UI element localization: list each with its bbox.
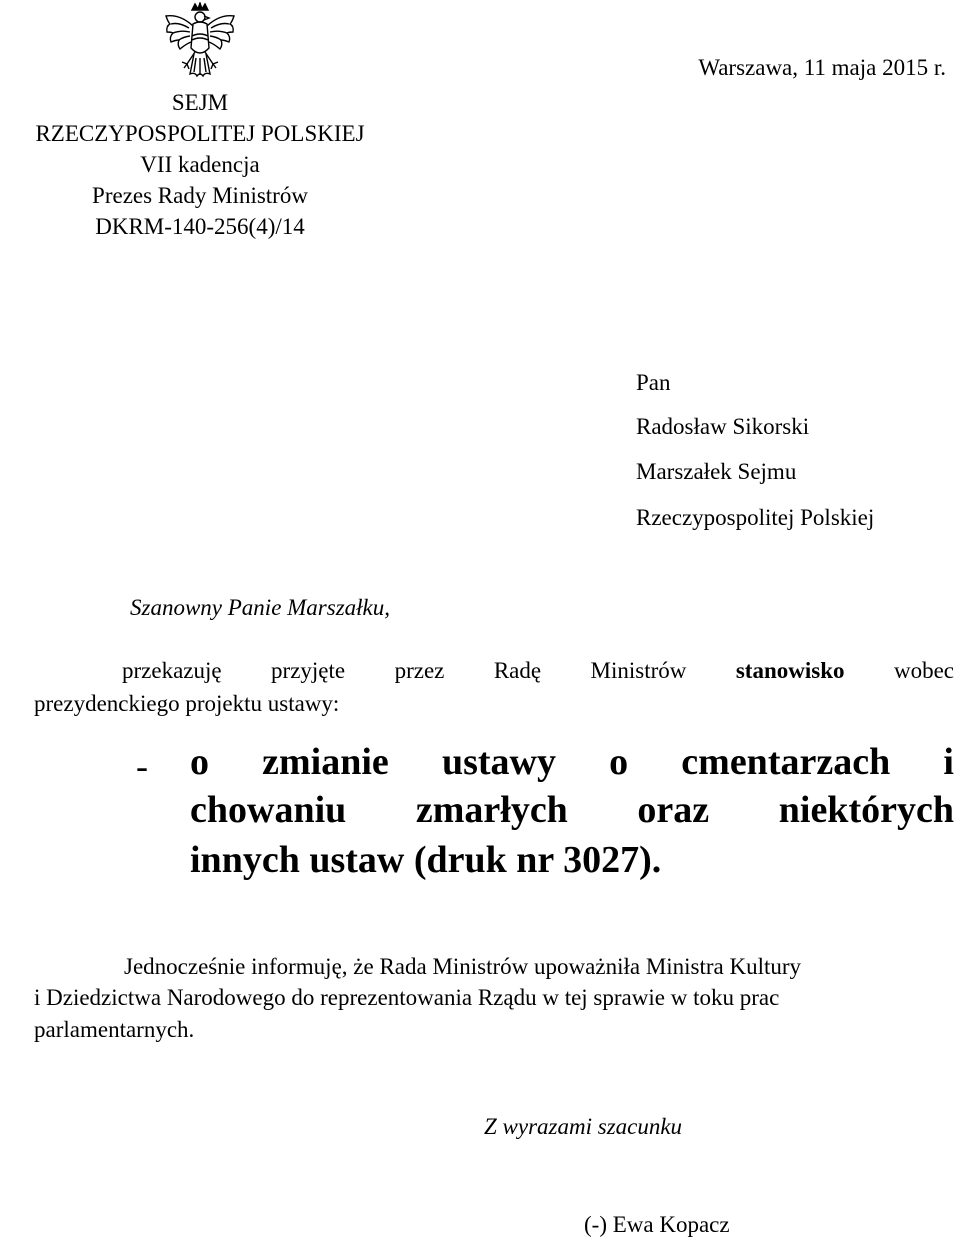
bill-word: ustawy	[441, 741, 556, 783]
header-rzeczypospolitej: RZECZYPOSPOLITEJ POLSKIEJ	[35, 121, 365, 146]
date-line: Warszawa, 11 maja 2015 r.	[698, 55, 946, 80]
addressee-name: Radosław Sikorski	[636, 414, 810, 439]
header-kadencja: VII kadencja	[140, 152, 260, 177]
paragraph1-word: przez	[394, 658, 445, 683]
paragraph2-line1: Jednocześnie informuję, że Rada Ministrów upoważniła Ministra Kultury	[124, 954, 802, 979]
paragraph1-line1	[34, 657, 954, 685]
bill-word: zmianie	[262, 741, 389, 783]
paragraph2-line2: i Dziedzictwa Narodowego do reprezentowania Rządu w tej sprawie w toku prac	[34, 985, 780, 1010]
addressee-institution: Rzeczypospolitej Polskiej	[636, 505, 875, 530]
addressee-position: Marszałek Sejmu	[636, 459, 797, 484]
paragraph1-word: Ministrów	[590, 658, 687, 683]
paragraph1-line2: prezydenckiego projektu ustawy:	[34, 691, 340, 716]
bill-title-line3: innych ustaw (druk nr 3027).	[190, 839, 662, 881]
bill-word: o	[609, 741, 629, 783]
closing-phrase: Z wyrazami szacunku	[484, 1114, 683, 1139]
bill-word: o	[190, 741, 209, 783]
bill-word: zmarłych	[415, 789, 568, 831]
bill-title-line2	[190, 788, 954, 832]
paragraph1-word: Radę	[493, 658, 542, 683]
bill-word: chowaniu	[190, 789, 347, 831]
paragraph1-word: przyjęte	[271, 658, 346, 683]
salutation: Szanowny Panie Marszałku,	[130, 595, 391, 620]
bill-dash: -	[136, 746, 148, 786]
paragraph2-line3: parlamentarnych.	[34, 1017, 195, 1042]
header-sejm: SEJM	[171, 90, 229, 115]
paragraph1-bold-word: stanowisko	[735, 658, 845, 683]
bill-word: cmentarzach	[681, 741, 891, 783]
bill-word: i	[943, 741, 954, 783]
bill-title-line1	[190, 740, 954, 784]
addressee-title: Pan	[636, 370, 671, 395]
polish-eagle-emblem-icon	[162, 2, 238, 88]
header-reference-number: DKRM-140-256(4)/14	[95, 214, 305, 239]
header-sender: Prezes Rady Ministrów	[92, 183, 308, 208]
paragraph1-word: wobec	[893, 658, 954, 683]
bill-word: oraz	[637, 789, 710, 831]
signature: (-) Ewa Kopacz	[584, 1212, 730, 1237]
paragraph1-word: przekazuję	[122, 658, 222, 683]
bill-word: niektórych	[778, 789, 954, 831]
